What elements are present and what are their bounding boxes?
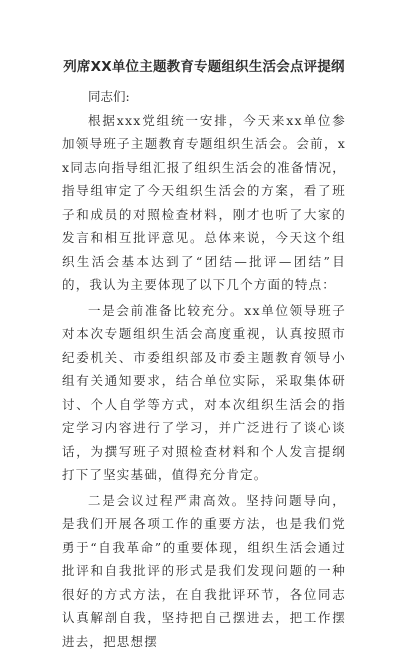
salutation: 同志们:: [62, 85, 346, 109]
paragraph-intro: 根据xxx党组统一安排，今天来xx单位参加领导班子主题教育专题组织生活会。会前，xx同志向指导组汇报了组织生活会的准备情况，指导组审定了今天组织生活会的方案，看了班子和成员的对照检查材料，刚才也听了大家的发言和相互批评意见。总体来说，今天这个组织生活会基本达到了“团结—批评—团结”目的，我认为主要体现了以下几个方面的特点：: [62, 109, 346, 297]
document-title: 列席XX单位主题教育专题组织生活会点评提纲: [62, 58, 346, 76]
paragraph-point-two: 二是会议过程严肃高效。坚持问题导向，是我们开展各项工作的重要方法，也是我们党勇于“自我革命”的重要体现，组织生活会通过批评和自我批评的形式是我们发现问题的一种很好的方式方法，在自我批评环节，各位同志认真解剖自我，坚持把自己摆进去，把工作摆进去，把思想摆: [62, 489, 346, 653]
paragraph-point-one: 一是会前准备比较充分。xx单位领导班子对本次专题组织生活会高度重视，认真按照市纪委机关、市委组织部及市委主题教育领导小组有关通知要求，结合单位实际，采取集体研讨、个人自学等方式，对本次组织生活会的指定学习内容进行了学习，并广泛进行了谈心谈话，为撰写班子对照检查材料和个人发言提纲打下了坚实基础，值得充分肯定。: [62, 299, 346, 487]
